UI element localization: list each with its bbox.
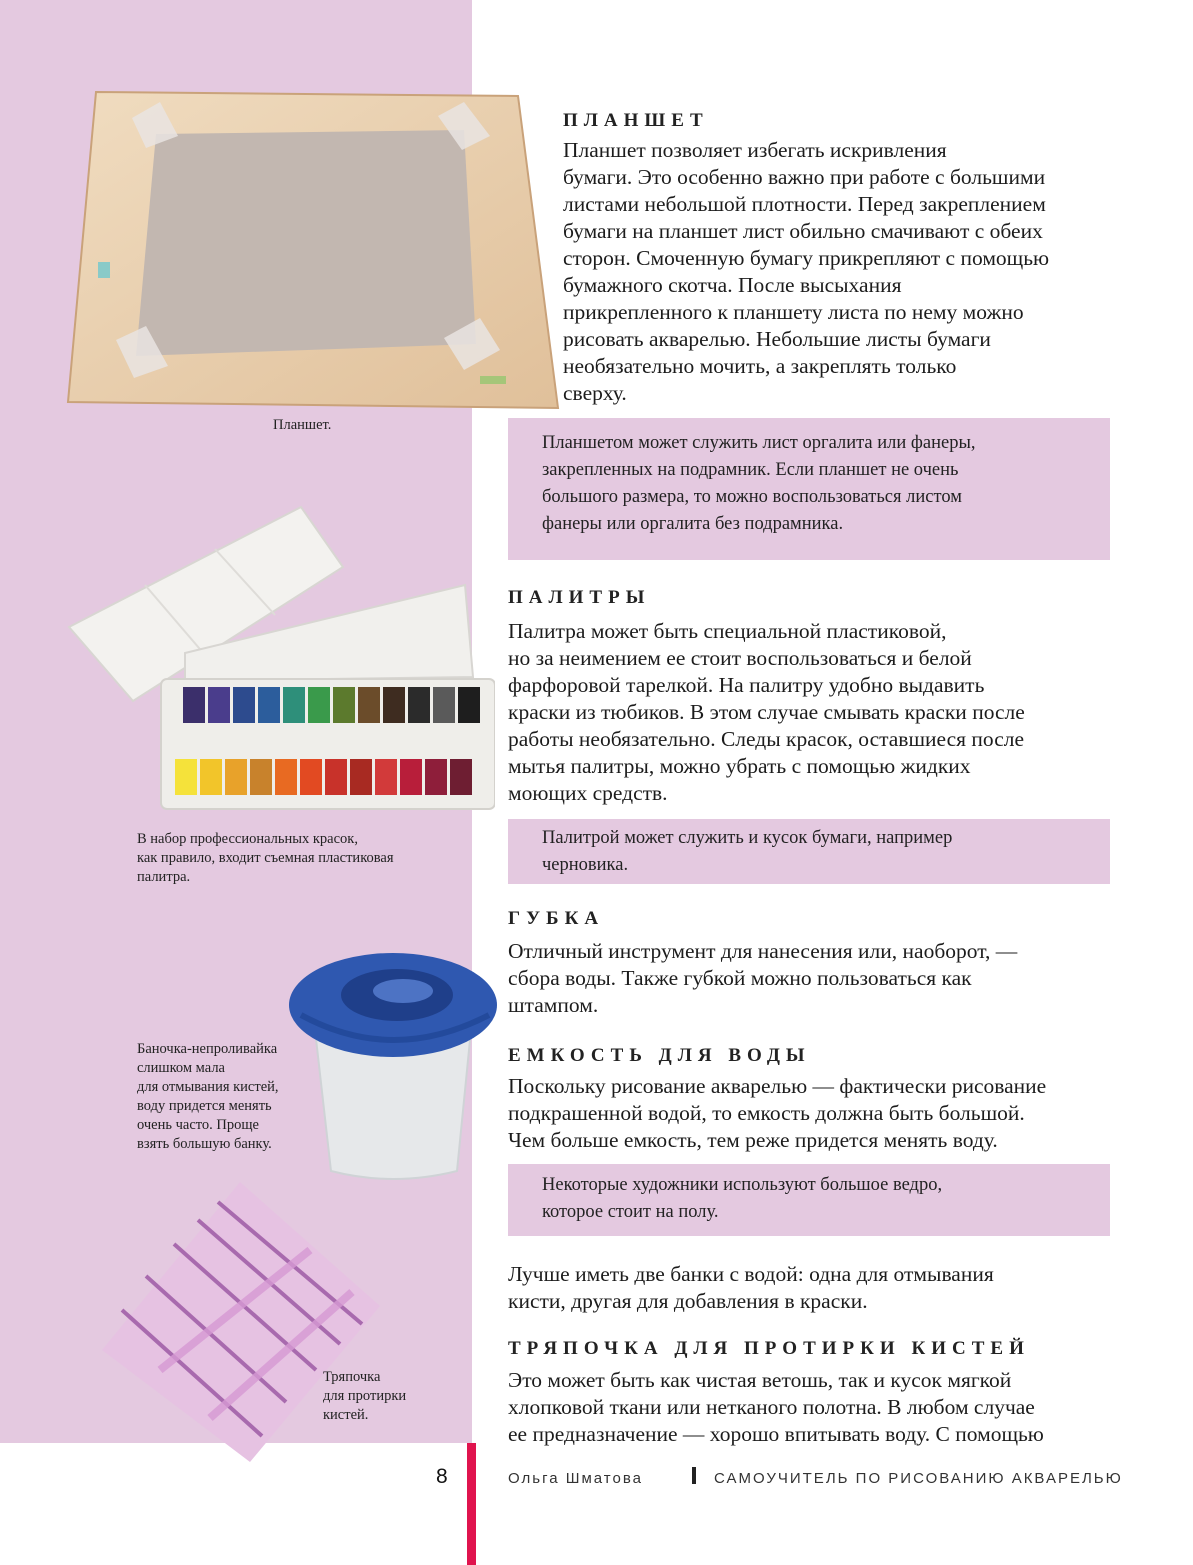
water-cup-photo-icon <box>285 935 500 1185</box>
caption-cloth: Тряпочка для протирки кистей. <box>323 1369 407 1423</box>
text-emkost-extra: Лучше иметь две банки с водой: одна для отмывания кисти, другая для добавления в краски. <box>508 1262 994 1313</box>
text-planshet: Планшет позволяет избегать искривления бумаги. Это особенно важно при работе с большими листами небольшой плотности. Перед закреплением бумаги на планшет лист обильно смачивают с обеих сторон. Смоченную бумагу прикрепляют с помощью бумажного скотча. После высыхания прикрепленного к планшету листа по нему можно рисовать акварелью. Небольшие листы бумаги необязательно мочить, а закреплять только сверху. <box>563 138 1050 405</box>
accent-bar <box>467 1443 476 1565</box>
heading-emkost: ЕМКОСТЬ ДЛЯ ВОДЫ <box>508 1045 811 1066</box>
caption-board: Планшет. <box>273 417 332 433</box>
heading-tryapochka: ТРЯПОЧКА ДЛЯ ПРОТИРКИ КИСТЕЙ <box>508 1338 1030 1359</box>
caption-cup: Баночка-непроливайка слишком мала для отмывания кистей, воду придется менять очень часто. Проще взять большую банку. <box>137 1041 279 1152</box>
page-number: 8 <box>436 1465 448 1488</box>
note-palitry: Палитрой может служить и кусок бумаги, например черновика. <box>508 819 1110 884</box>
text-emkost: Поскольку рисование акварелью — фактически рисование подкрашенной водой, то емкость должна быть большой. Чем больше емкость, тем реже придется менять воду. <box>508 1074 1047 1152</box>
text-palitry: Палитра может быть специальной пластиковой, но за неимением ее стоит воспользоваться и белой фарфоровой тарелкой. На палитру удобно выдавить краски из тюбиков. В этом случае смывать краски после работы необязательно. Следы красок, оставшиеся после мытья палитры, можно убрать с помощью жидких моющих средств. <box>508 619 1025 805</box>
heading-palitry: ПАЛИТРЫ <box>508 587 651 608</box>
footer-separator <box>692 1467 696 1484</box>
palette-photo-icon <box>65 505 495 825</box>
text-gubka: Отличный инструмент для нанесения или, наоборот, — сбора воды. Также губкой можно пользоваться как штампом. <box>508 939 1018 1017</box>
heading-planshet: ПЛАНШЕТ <box>563 110 709 131</box>
caption-palette: В набор профессиональных красок, как правило, входит съемная пластиковая палитра. <box>137 831 394 885</box>
heading-gubka: ГУБКА <box>508 908 605 929</box>
footer-author: Ольга Шматова <box>508 1470 643 1487</box>
text-tryapochka: Это может быть как чистая ветошь, так и кусок мягкой хлопковой ткани или нетканого полотна. В любом случае ее предназначение — хорошо впитывать воду. С помощью <box>508 1368 1044 1446</box>
note-planshet: Планшетом может служить лист оргалита или фанеры, закрепленных на подрамник. Если планшет не очень большого размера, то можно воспользоваться листом фанеры или оргалита без подрамника. <box>508 418 1110 560</box>
board-photo-icon <box>60 90 560 410</box>
note-emkost: Некоторые художники используют большое ведро, которое стоит на полу. <box>508 1164 1110 1236</box>
footer-book-title: САМОУЧИТЕЛЬ ПО РИСОВАНИЮ АКВАРЕЛЬЮ <box>714 1470 1123 1487</box>
